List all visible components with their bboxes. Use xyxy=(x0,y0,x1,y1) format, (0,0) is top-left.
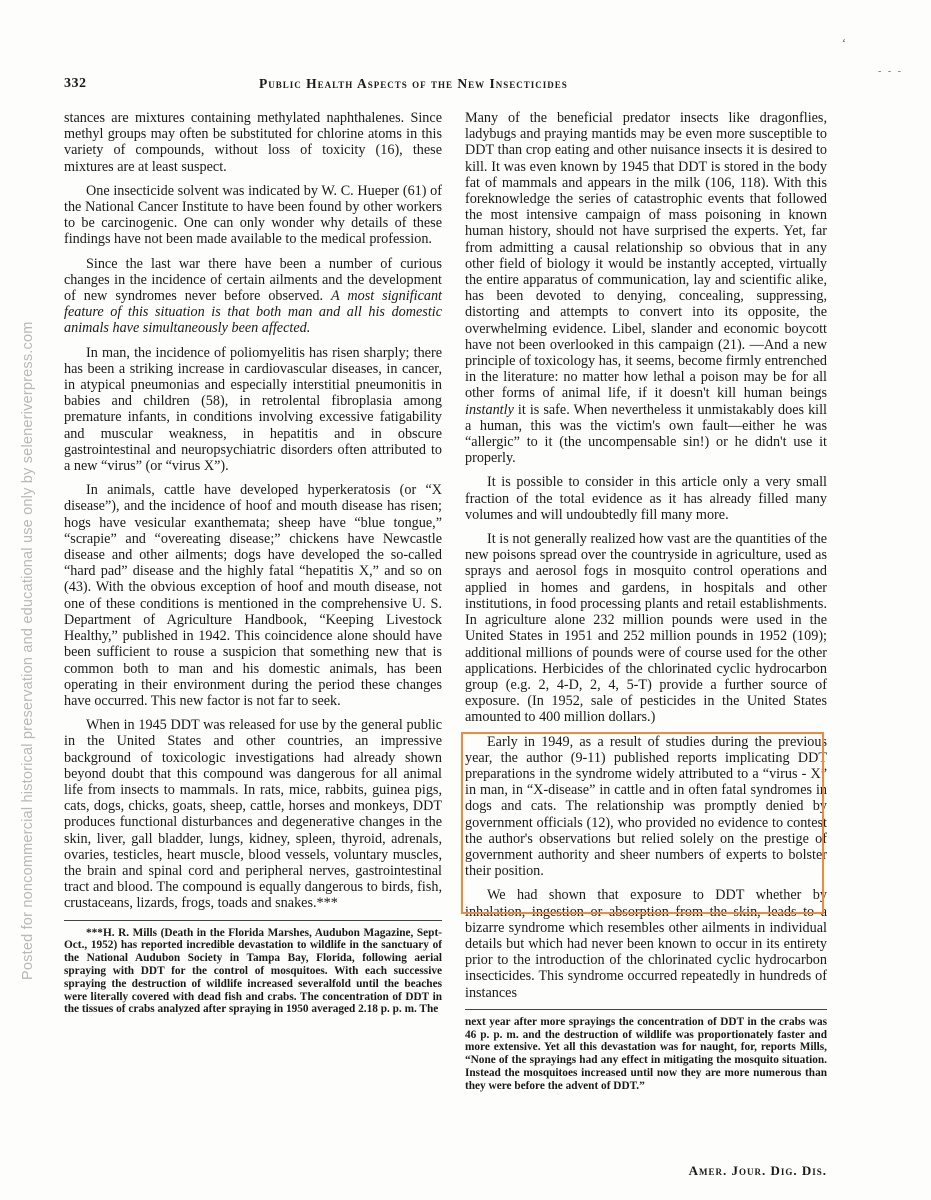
footnote-rule xyxy=(64,920,442,921)
footnote: ***H. R. Mills (Death in the Florida Marshes, Audubon Magazine, Sept-Oct., 1952) has reported incredible devastation to wildlife in the sanctuary of the National Audubon Society in Tampa Bay, Florida, following aerial spraying with DDT for the control of mosquitoes. With each successive spraying the destruction of wildlife increased severalfold until the beaches were literally covered with dead fish and crabs. The concentration of DDT in the tissues of crabs analyzed after spraying in 1950 averaged 2.18 p. p. m. The xyxy=(64,926,442,1016)
paragraph-text: Many of the beneficial predator insects like dragonflies, ladybugs and praying mantids may be even more susceptible to DDT than crop eating and other nuisance insects it is desired to kill. It was even known by 1945 that DDT is stored in the body fat of mammals and appears in the milk (106, 118). With this foreknowledge the series of catastrophic events that followed the most intensive campaign of mass poisoning in known human history, should not have surprised the experts. Yet, far from admitting a causal relationship so obvious that in any other field of biology it would be instantly accepted, virtually the entire apparatus of communication, lay and scientific alike, has been devoted to denying, concealing, suppressing, distorting and attempts to convert into its opposite, the overwhelming evidence. Libel, slander and economic boycott have not been overlooked in this campaign (21). —And a new principle of toxicology has, it seems, become firmly entrenched in the literature: no matter how lethal a poison may be for all other forms of animal life, if it doesn't kill human beings xyxy=(465,110,827,402)
footnote-rule xyxy=(465,1009,827,1010)
paragraph: One insecticide solvent was indicated by W. C. Hueper (61) of the National Cancer Institute to have been found by other workers to be carcinogenic. One can only wonder why details of these findings have not been made available to the medical profession. xyxy=(64,182,442,248)
paragraph: We had shown that exposure to DDT whether by inhalation, ingestion or absorption from the skin, leads to a bizarre syndrome which resembles other ailments in individual details but which had never been known to occur in its entirety prior to the introduction of the chlorinated cyclic hydrocarbon insecticides. This syndrome occurred repeatedly in hundreds of instances xyxy=(465,887,827,1001)
left-column xyxy=(64,110,442,1024)
emphasis-text: instantly xyxy=(465,401,514,418)
running-title: Public Health Aspects of the New Insecticides xyxy=(259,76,568,91)
paragraph: It is possible to consider in this article only a very small fraction of the total evidence as it has already filled many volumes and will undoubtedly fill many more. xyxy=(465,474,827,523)
highlight-box xyxy=(461,732,824,914)
paragraph: In animals, cattle have developed hyperkeratosis (or “X disease”), and the incidence of hoof and mouth disease has risen; hogs have vesicular exanthemata; sheep have “blue tongue,” “scrapie” and “overeating disease;” chickens have Newcastle disease and other ailments; dogs have developed the so-called “hard pad” disease and the highly fatal “hepatitis X,” and so on (43). With the obvious exception of hoof and mouth disease, not one of these conditions is mentioned in the comprehensive U. S. Department of Agriculture Handbook, “Keeping Livestock Healthy,” published in 1942. This coincidence alone should have been sufficient to rouse a suspicion that something new that is common both to man and his domestic animals, has been operating in their environment during the period these changes have occurred. This new factor is not far to seek. xyxy=(64,482,442,709)
corner-mark: ‘ xyxy=(842,36,846,50)
paragraph-text: it is safe. When nevertheless it unmistakably does kill a human, this was the victim's own fault—either he was “allergic” to it (the uncompensable sin!) or he didn't use it properly. xyxy=(465,401,827,467)
paragraph: In man, the incidence of poliomyelitis has risen sharply; there has been a striking increase in cardiovascular diseases, in cancer, in atypical pneumonias and especially interstitial pneumonitis in babies and children (58), in retrolental fibroplasia among premature infants, in conditions involving excessive fatigability and muscular weakness, in hepatitis and in obscure gastrointestinal and neuropsychiatric disorders often attributed to a new “virus” (or “virus X”). xyxy=(64,344,442,475)
paragraph: It is not generally realized how vast are the quantities of the new poisons spread over the countryside in agriculture, used as sprays and aerosol fogs in mosquito control operations and applied in homes and gardens, in hospitals and other institutions, in food processing plants and retail establishments. In agriculture alone 232 million pounds were used in the United States in 1951 and 252 million pounds in 1952 (109); additional millions of pounds were of course used for the other applications. Herbicides of the chlorinated cyclic hydrocarbon group (e.g. 2, 4-D, 2, 4, 5-T) provide a further source of exposure. (In 1952, sale of pesticides in the United States amounted to 400 million dollars.) xyxy=(465,531,827,726)
corner-dots: - - - xyxy=(878,66,903,77)
emphasis-text: A most significant feature of this situation is that both man and all his domestic animals have simultaneously been affected. xyxy=(64,288,442,337)
footnote-continued: next year after more sprayings the concentration of DDT in the crabs was 46 p. p. m. and the destruction of wildlife was proportionately faster and more extensive. Yet all this devastation was for naught, for, reports Mills, “None of the sprayings had any effect in mitigating the mosquito situation. Instead the mosquitoes increased until now they are more numerous than they were before the advent of DDT.” xyxy=(465,1015,827,1092)
highlighted-paragraph: Early in 1949, as a result of studies during the previous year, the author (9-11) published reports implicating DDT preparations in the syndrome widely attributed to a “virus - X” in man, in “X-disease” in cattle and in often fatal syndromes in dogs and cats. The relationship was promptly denied by government officials (12), who provided no evidence to contest the author's observations but relied solely on the prestige of government authority and sheer numbers of experts to bolster their position. xyxy=(465,733,827,880)
paragraph-text: Since the last war there have been a number of curious changes in the incidence of certain ailments and the development of new syndromes never before observed. xyxy=(64,255,442,305)
page-number: 332 xyxy=(64,76,87,91)
watermark-side-note: Posted for noncommercial historical preservation and educational use only by seleneriverpress.com xyxy=(20,321,36,980)
paragraph: When in 1945 DDT was released for use by the general public in the United States and other countries, an impressive background of toxicologic investigations had already shown beyond doubt that this compound was dangerous for all animal life from insects to mammals. In rats, mice, rabbits, guinea pigs, cats, dogs, chicks, goats, sheep, cattle, horses and monkeys, DDT produces functional disturbances and degenerative changes in the skin, liver, gall bladder, lungs, kidney, spleen, thyroid, adrenals, ovaries, testicles, heart muscle, blood vessels, voluntary muscles, the brain and spinal cord and peripheral nerves, gastrointestinal tract and blood. The compound is equally dangerous to birds, fish, crustaceans, lizards, frogs, toads and snakes.*** xyxy=(64,717,442,912)
right-column xyxy=(465,110,827,1101)
page-header xyxy=(64,76,834,98)
journal-abbreviation: Amer. Jour. Dig. Dis. xyxy=(688,1163,827,1178)
paragraph: stances are mixtures containing methylated naphthalenes. Since methyl groups may often be substituted for chlorine atoms in this variety of compounds, without loss of toxicity (16), these mixtures are at least suspect. xyxy=(64,110,442,175)
paragraph xyxy=(465,110,827,466)
paragraph xyxy=(64,256,442,337)
